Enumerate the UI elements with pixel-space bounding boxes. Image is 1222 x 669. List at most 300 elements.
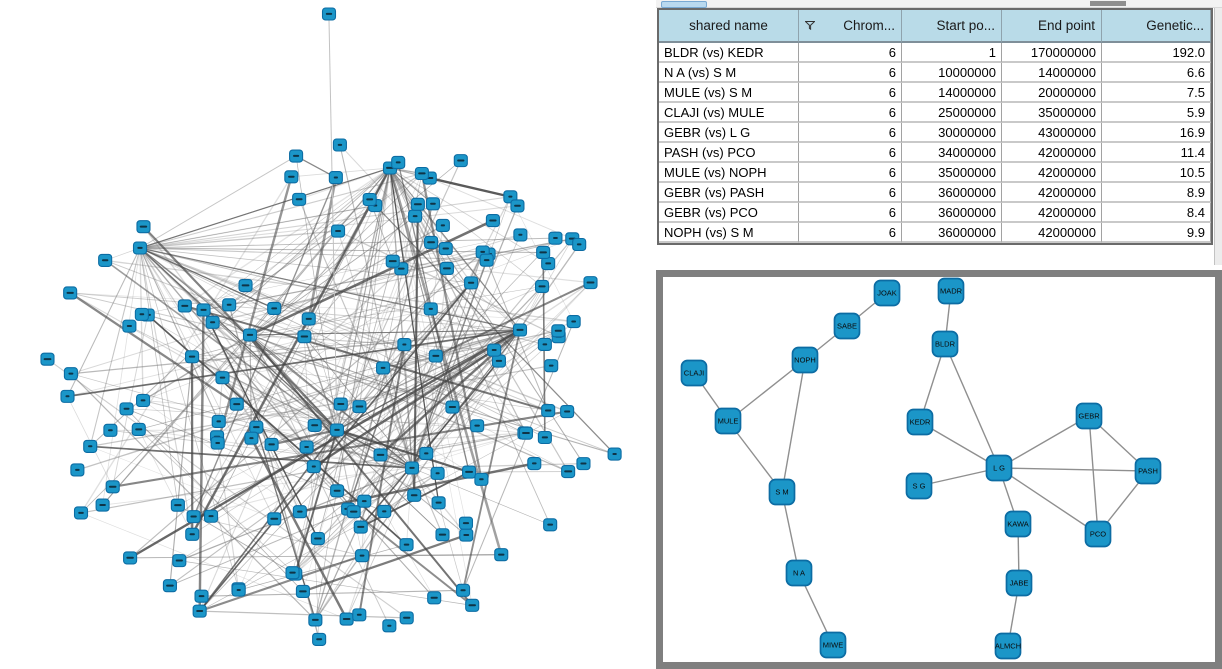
cell-value[interactable]: 36000000 [902,203,1002,223]
network-node[interactable] [378,505,391,517]
network-node[interactable] [216,372,229,384]
cell-shared-name[interactable]: NOPH (vs) S M [659,223,799,243]
cell-value[interactable]: 25000000 [902,103,1002,123]
column-header-shared-name[interactable] [659,10,799,43]
network-node[interactable] [374,449,387,461]
node-label: N A [792,568,806,578]
network-node[interactable] [323,8,336,20]
network-node[interactable] [561,406,574,418]
node-label [200,309,206,311]
network-node[interactable] [245,432,258,444]
cell-value[interactable]: 42000000 [1002,183,1102,203]
node-label [409,467,414,469]
network-node[interactable] [460,529,473,541]
column-header-label: Genetic... [1146,18,1204,33]
network-node[interactable] [313,633,326,645]
network-node[interactable] [358,495,371,507]
cell-value[interactable]: 8.4 [1102,203,1211,223]
node-label [547,524,553,526]
network-node[interactable] [584,277,597,289]
cell-shared-name[interactable]: GEBR (vs) PASH [659,183,799,203]
column-header-label: Start po... [936,18,995,33]
network-node[interactable] [186,528,199,540]
network-node[interactable] [425,236,438,248]
network-node[interactable] [519,427,532,439]
cell-value[interactable]: 6 [799,103,902,123]
node-label [311,424,318,426]
cell-shared-name[interactable]: GEBR (vs) L G [659,123,799,143]
cell-value[interactable]: 34000000 [902,143,1002,163]
cell-value[interactable]: 6 [799,43,902,63]
network-node[interactable] [463,466,476,478]
node-label [439,534,446,536]
node-label [514,205,521,207]
network-node[interactable] [459,517,472,529]
network-node[interactable] [173,555,186,567]
network-node[interactable] [206,316,219,328]
cell-value[interactable]: 11.4 [1102,143,1211,163]
network-node[interactable] [480,254,493,266]
column-header-chrom---[interactable] [799,10,902,43]
network-node[interactable] [230,398,243,410]
network-node[interactable] [511,200,524,212]
network-node[interactable] [195,590,208,602]
node-label [68,373,73,375]
table-row[interactable] [659,143,1211,163]
horizontal-scrollbar[interactable] [656,0,1222,8]
node-label: PASH [1138,466,1158,476]
node-label [498,554,504,556]
node-label [465,471,473,473]
node-label [518,234,522,236]
network-node[interactable] [514,324,527,336]
network-node[interactable] [436,529,449,541]
network-node-l-g[interactable] [987,456,1012,481]
node-label: JABE [1009,578,1029,588]
network-node[interactable] [332,225,345,237]
subnetwork-canvas[interactable] [663,277,1215,662]
network-node[interactable] [475,473,488,485]
network-node[interactable] [536,280,549,292]
cell-value[interactable]: 35000000 [902,163,1002,183]
network-node[interactable] [363,194,376,206]
cell-value[interactable]: 6 [799,123,902,143]
node-label [389,260,397,262]
network-node[interactable] [528,458,541,470]
network-node[interactable] [552,325,565,337]
cell-value[interactable]: 36000000 [902,223,1002,243]
network-node[interactable] [347,506,360,518]
node-label [545,262,551,264]
node-label [532,462,537,464]
node-label [270,518,278,520]
table-row[interactable] [659,103,1211,123]
network-node[interactable] [353,401,366,413]
network-node[interactable] [268,513,281,525]
cell-value[interactable]: 14000000 [902,83,1002,103]
network-node-claji[interactable] [682,361,707,386]
network-node[interactable] [573,238,586,250]
network-node[interactable] [71,464,84,476]
network-edge [782,360,805,492]
node-label [442,247,448,249]
node-label [542,343,547,345]
cell-value[interactable]: 5.9 [1102,103,1211,123]
network-node[interactable] [212,415,225,427]
network-node[interactable] [331,424,344,436]
node-label [403,617,410,619]
network-node[interactable] [415,167,428,179]
cell-value[interactable]: 42000000 [1002,223,1102,243]
network-node-mule[interactable] [716,409,741,434]
network-node[interactable] [424,303,437,315]
node-label [299,590,307,592]
network-node[interactable] [99,254,112,266]
table-row[interactable] [659,63,1211,83]
edge-attribute-table [657,8,1213,245]
node-label [109,486,117,488]
network-node[interactable] [562,466,575,478]
network-node[interactable] [353,609,366,621]
network-node[interactable] [137,395,150,407]
node-label [356,406,364,408]
node-label [350,511,357,513]
column-header-genetic---[interactable] [1102,10,1211,43]
node-label: MIWE [822,640,844,650]
network-node[interactable] [454,155,467,167]
network-node[interactable] [432,497,445,509]
network-node[interactable] [239,280,252,292]
node-label [468,282,474,284]
node-label [233,403,240,405]
network-node[interactable] [577,458,590,470]
network-node[interactable] [436,219,449,231]
network-node[interactable] [408,489,421,501]
network-node[interactable] [542,405,555,417]
table-row[interactable] [659,83,1211,103]
node-label: GEBR [1078,411,1100,421]
cell-value[interactable]: 6 [799,143,902,163]
network-node[interactable] [300,441,313,453]
network-node[interactable] [488,344,501,356]
network-node[interactable] [290,150,303,162]
network-node-bldr[interactable] [933,332,958,357]
node-label: KEDR [909,417,931,427]
cell-value[interactable]: 42000000 [1002,203,1102,223]
network-node-kawa[interactable] [1006,512,1031,537]
cell-value[interactable]: 6 [799,163,902,183]
cell-shared-name[interactable]: N A (vs) S M [659,63,799,83]
network-node-almch[interactable] [995,634,1021,659]
network-node[interactable] [392,156,405,168]
network-node-pco[interactable] [1086,522,1111,547]
network-node[interactable] [135,308,148,320]
node-label [580,463,586,465]
node-label [508,196,512,198]
network-node[interactable] [286,567,299,579]
node-label [538,285,545,287]
cell-shared-name[interactable]: GEBR (vs) PCO [659,203,799,223]
network-node[interactable] [428,592,441,604]
network-node[interactable] [163,580,176,592]
scrollbar-fragment[interactable] [1090,1,1126,6]
column-header-label: shared name [689,18,768,33]
network-node[interactable] [334,398,347,410]
cell-value[interactable]: 35000000 [1002,103,1102,123]
cell-value[interactable]: 10000000 [902,63,1002,83]
node-label [460,589,465,591]
network-node[interactable] [542,258,555,270]
node-label: BLDR [934,339,956,349]
network-node[interactable] [96,499,109,511]
cell-value[interactable]: 1 [902,43,1002,63]
cell-value[interactable]: 6 [799,83,902,103]
network-node[interactable] [311,533,324,545]
network-node-s-m[interactable] [770,480,795,505]
node-label [140,226,147,228]
network-node[interactable] [187,511,200,523]
cell-value[interactable]: 42000000 [1002,163,1102,183]
network-node[interactable] [538,432,551,444]
network-node[interactable] [308,419,321,431]
network-node-jabe[interactable] [1007,571,1032,596]
network-node[interactable] [356,550,369,562]
node-label [443,267,451,269]
table-row[interactable] [659,163,1211,183]
network-node[interactable] [307,461,320,473]
cell-shared-name[interactable]: CLAJI (vs) MULE [659,103,799,123]
node-label [366,198,373,200]
cell-value[interactable]: 6.6 [1102,63,1211,83]
network-node-noph[interactable] [793,348,818,373]
table-row[interactable] [659,43,1211,63]
node-label [474,425,479,427]
node-label [398,268,405,270]
network-node[interactable] [406,462,419,474]
network-node[interactable] [302,313,315,325]
network-node[interactable] [486,215,499,227]
network-node[interactable] [429,350,442,362]
network-node[interactable] [120,403,133,415]
network-node[interactable] [354,521,367,533]
network-node[interactable] [293,506,306,518]
network-node[interactable] [333,139,346,151]
node-label [429,308,433,310]
node-label [75,469,80,471]
network-node-joak[interactable] [875,281,900,306]
node-label [431,597,438,599]
network-node[interactable] [409,210,422,222]
column-header-start-po---[interactable] [902,10,1002,43]
node-label [430,203,436,205]
cell-value[interactable]: 43000000 [1002,123,1102,143]
cell-value[interactable]: 192.0 [1102,43,1211,63]
network-node[interactable] [104,424,117,436]
network-edge [430,178,511,197]
network-node[interactable] [134,242,147,254]
node-label: CLAJI [683,368,705,378]
network-node[interactable] [471,420,484,432]
cell-value[interactable]: 6 [799,223,902,243]
network-node[interactable] [232,584,245,596]
network-node[interactable] [495,549,508,561]
node-label [522,432,530,434]
network-node[interactable] [250,421,263,433]
network-node-kedr[interactable] [908,410,933,435]
cell-value[interactable]: 36000000 [902,183,1002,203]
node-label [418,172,425,174]
cell-value[interactable]: 6 [799,203,902,223]
cell-value[interactable]: 6 [799,183,902,203]
network-node[interactable] [340,613,353,625]
table-row[interactable] [659,183,1211,203]
network-node[interactable] [386,255,399,267]
node-label [427,241,435,243]
network-node[interactable] [446,401,459,413]
network-node[interactable] [223,299,236,311]
node-label [166,585,174,587]
cell-shared-name[interactable]: MULE (vs) NOPH [659,163,799,183]
network-node[interactable] [84,440,97,452]
node-label [432,355,439,357]
network-node[interactable] [171,499,184,511]
network-node[interactable] [567,316,580,328]
node-label [549,365,554,367]
network-node[interactable] [124,552,137,564]
cell-value[interactable]: 170000000 [1002,43,1102,63]
cell-value[interactable]: 10.5 [1102,163,1211,183]
network-node[interactable] [383,620,396,632]
network-node[interactable] [137,221,150,233]
network-node[interactable] [420,447,433,459]
network-node[interactable] [205,510,218,522]
column-header-end-point[interactable] [1002,10,1102,43]
network-node[interactable] [75,507,88,519]
network-node-sabe[interactable] [835,314,860,339]
network-node[interactable] [298,331,311,343]
node-label [542,436,548,438]
network-node[interactable] [537,246,550,258]
network-node[interactable] [400,612,413,624]
network-node[interactable] [293,193,306,205]
network-node[interactable] [265,438,278,450]
network-node[interactable] [296,585,309,597]
cell-value[interactable]: 30000000 [902,123,1002,143]
network-node[interactable] [398,339,411,351]
node-label: S M [775,487,789,497]
network-node[interactable] [426,198,439,210]
network-node[interactable] [439,243,452,255]
node-label [357,614,362,616]
network-node[interactable] [492,355,505,367]
network-node[interactable] [64,368,77,380]
network-node[interactable] [64,287,77,299]
network-node[interactable] [178,300,191,312]
cell-value[interactable]: 16.9 [1102,123,1211,143]
node-label [293,155,299,157]
cell-value[interactable]: 9.9 [1102,223,1211,243]
network-node-s-g[interactable] [907,474,932,499]
network-node[interactable] [549,232,562,244]
network-node[interactable] [538,338,551,350]
network-node[interactable] [465,277,478,289]
network-node-n-a[interactable] [787,561,812,586]
vertical-scrollbar-track[interactable] [1214,8,1222,265]
network-node[interactable] [309,614,322,626]
network-node-miwe[interactable] [821,633,846,658]
network-node[interactable] [514,229,527,241]
node-label [449,406,456,408]
node-label [463,534,469,536]
node-label [413,215,418,217]
network-node[interactable] [608,448,621,460]
cell-shared-name[interactable]: PASH (vs) PCO [659,143,799,163]
network-node[interactable] [132,423,145,435]
table-row[interactable] [659,203,1211,223]
network-node[interactable] [544,519,557,531]
node-label [253,426,260,428]
network-node-madr[interactable] [939,279,964,304]
network-node[interactable] [211,437,224,449]
network-node[interactable] [61,390,74,402]
cell-shared-name[interactable]: MULE (vs) S M [659,83,799,103]
node-label [492,349,497,351]
network-node[interactable] [268,302,281,314]
network-node[interactable] [123,320,136,332]
network-node[interactable] [197,304,210,316]
node-label [362,500,367,502]
cell-value[interactable]: 7.5 [1102,83,1211,103]
network-node[interactable] [331,485,344,497]
network-node[interactable] [411,198,424,210]
network-node-pash[interactable] [1136,459,1161,484]
node-label: MULE [717,416,739,426]
node-label [516,329,523,331]
network-node[interactable] [41,353,54,365]
network-node[interactable] [329,172,342,184]
cell-value[interactable]: 6 [799,63,902,83]
table-row[interactable] [659,123,1211,143]
network-node[interactable] [440,262,453,274]
cell-value[interactable]: 14000000 [1002,63,1102,83]
network-node[interactable] [244,329,257,341]
network-node-gebr[interactable] [1077,404,1102,429]
node-label [220,377,225,379]
node-label: MADR [939,286,963,296]
node-label [190,516,196,518]
network-node[interactable] [457,584,470,596]
network-node[interactable] [431,467,444,479]
network-node[interactable] [466,599,479,611]
node-label [496,360,502,362]
network-node[interactable] [400,539,413,551]
cell-value[interactable]: 8.9 [1102,183,1211,203]
network-node[interactable] [545,360,558,372]
horizontal-scrollbar-thumb[interactable] [661,1,707,8]
network-node[interactable] [377,362,390,374]
node-label [176,560,183,562]
cell-value[interactable]: 42000000 [1002,143,1102,163]
table-row[interactable] [659,223,1211,243]
network-node[interactable] [285,171,298,183]
cell-shared-name[interactable]: BLDR (vs) KEDR [659,43,799,63]
network-node[interactable] [106,481,119,493]
network-node[interactable] [186,351,199,363]
network-node[interactable] [193,605,206,617]
node-label [539,251,547,253]
column-header-label: End point [1037,18,1095,33]
cell-value[interactable]: 20000000 [1002,83,1102,103]
